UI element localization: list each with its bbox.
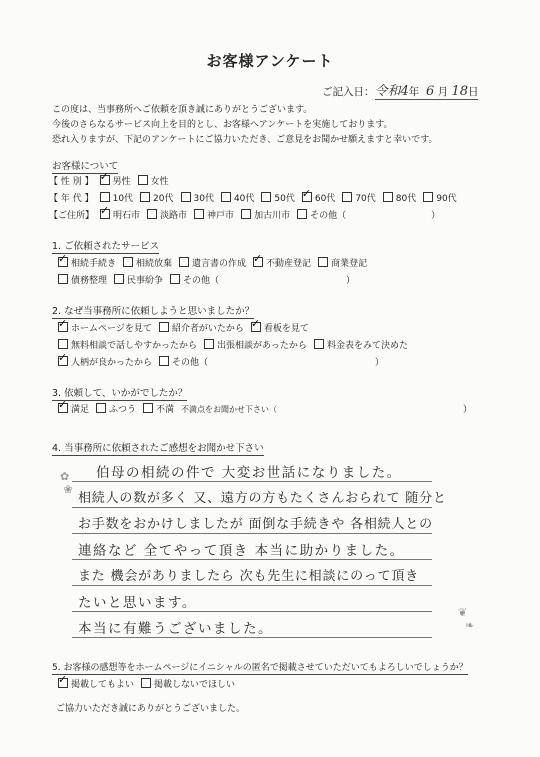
checkbox-icon[interactable] bbox=[58, 274, 68, 284]
option-label: 掲載しないでほしい bbox=[154, 680, 236, 690]
option-label: 看板を見て bbox=[263, 324, 309, 334]
q1-options-2 bbox=[58, 276, 226, 286]
intro-line: 今後のさらなるサービス向上を目的とし、お客様へアンケートを実施しております。 bbox=[52, 120, 393, 130]
option-label: ふつう bbox=[109, 405, 137, 415]
checkbox-icon[interactable] bbox=[297, 209, 307, 219]
option-label: その他（ bbox=[310, 211, 347, 221]
option-item[interactable] bbox=[140, 191, 173, 204]
residence-row bbox=[49, 208, 440, 221]
option-label: ホームページを見て bbox=[71, 324, 152, 334]
gender-options bbox=[100, 177, 176, 187]
checkbox-icon[interactable] bbox=[159, 356, 169, 366]
q3-note: 不満点をお聞かせ下さい（ bbox=[181, 405, 278, 414]
option-item[interactable] bbox=[58, 273, 107, 286]
checkbox-icon[interactable] bbox=[159, 322, 169, 332]
checked-checkbox-icon[interactable] bbox=[253, 257, 263, 267]
option-item[interactable] bbox=[100, 191, 133, 204]
option-label: 不動産登記 bbox=[266, 259, 312, 269]
date-label: ご記入日： bbox=[322, 86, 375, 98]
option-item[interactable] bbox=[181, 191, 214, 204]
option-label: 30代 bbox=[193, 194, 214, 204]
q2-close: ） bbox=[375, 358, 385, 368]
flower-doodle-icon: ✿ ❀ bbox=[60, 470, 73, 496]
option-item[interactable] bbox=[96, 402, 136, 415]
option-label: 70代 bbox=[355, 194, 376, 204]
q3-heading: 3. 依頼して、いかがでしたか？ bbox=[52, 385, 187, 401]
option-item[interactable] bbox=[138, 174, 169, 187]
checkbox-icon[interactable] bbox=[96, 403, 106, 413]
checkbox-icon[interactable] bbox=[423, 192, 433, 202]
checkbox-icon[interactable] bbox=[179, 257, 189, 267]
option-item[interactable] bbox=[194, 208, 234, 221]
q1-close: ） bbox=[346, 276, 356, 286]
date-day: 18 bbox=[451, 84, 468, 99]
option-item[interactable] bbox=[147, 208, 187, 221]
checked-checkbox-icon[interactable] bbox=[302, 192, 312, 202]
option-label: 加古川市 bbox=[254, 211, 291, 221]
gender-row bbox=[49, 174, 176, 187]
option-item[interactable] bbox=[342, 191, 375, 204]
checkbox-icon[interactable] bbox=[138, 175, 148, 185]
option-label: 神戸市 bbox=[207, 211, 235, 221]
entry-date bbox=[322, 80, 478, 100]
comment-line-4: 連絡など 全てやって頂き 本当に助かりました。 bbox=[78, 543, 405, 559]
q3-options bbox=[58, 405, 181, 415]
option-label: 満足 bbox=[71, 405, 90, 415]
option-label: 紹介者がいたから bbox=[171, 324, 244, 334]
option-label: 10代 bbox=[112, 194, 134, 204]
option-label: 明石市 bbox=[113, 211, 141, 221]
comment-line-2: 相続人の数が多く 又、遠方の方もたくさんおられて 随分と bbox=[78, 491, 447, 506]
residence-options bbox=[100, 211, 353, 221]
option-item[interactable] bbox=[58, 677, 134, 690]
option-item[interactable] bbox=[423, 191, 456, 204]
comment-line-5: また 機会がありましたら 次も先生に相談にのって頂き bbox=[78, 569, 419, 584]
option-item[interactable] bbox=[159, 355, 208, 368]
q2-row-2 bbox=[58, 338, 415, 351]
checkbox-icon[interactable] bbox=[204, 339, 214, 349]
option-item[interactable] bbox=[141, 677, 235, 690]
option-label: その他（ bbox=[183, 276, 220, 286]
option-label: 出張相談があったから bbox=[217, 341, 307, 351]
q5-options bbox=[58, 680, 242, 690]
option-item[interactable] bbox=[302, 191, 335, 204]
option-label: 不満 bbox=[156, 405, 175, 415]
option-label: その他（ bbox=[172, 358, 209, 368]
q2-row-3 bbox=[58, 355, 384, 368]
q2-options-3 bbox=[58, 358, 215, 368]
q3-row bbox=[58, 402, 472, 415]
option-item[interactable] bbox=[100, 208, 140, 221]
date-year-suffix: 年 bbox=[408, 86, 420, 98]
option-label: 90代 bbox=[436, 194, 457, 204]
checkbox-icon[interactable] bbox=[342, 192, 352, 202]
option-item[interactable] bbox=[58, 256, 116, 269]
option-label: 40代 bbox=[233, 194, 255, 204]
closing-text: ご協力いただき誠にありがとうございました。 bbox=[56, 704, 246, 714]
q1-heading: 1. ご依頼されたサービス bbox=[52, 238, 159, 254]
option-item[interactable] bbox=[314, 338, 408, 351]
age-options bbox=[100, 194, 464, 204]
checked-checkbox-icon[interactable] bbox=[58, 322, 68, 332]
option-label: 掲載してもよい bbox=[71, 680, 135, 690]
option-label: 債務整理 bbox=[71, 276, 108, 286]
option-label: 相続手続き bbox=[71, 259, 117, 269]
page-title: お客様アンケート bbox=[206, 52, 334, 70]
option-item[interactable] bbox=[58, 338, 197, 351]
option-label: 無料相談で話しやすかったから bbox=[71, 341, 198, 351]
q2-heading: 2. なぜ当事務所に依頼しようと思いましたか？ bbox=[52, 303, 254, 319]
comment-line-6: たいと思います。 bbox=[78, 595, 197, 611]
q2-row-1 bbox=[58, 321, 316, 334]
age-row bbox=[49, 191, 464, 204]
checkbox-icon[interactable] bbox=[58, 339, 68, 349]
checkbox-icon[interactable] bbox=[383, 192, 393, 202]
option-item[interactable] bbox=[253, 256, 311, 269]
comment-line-3: お手数をおかけしましたが 面倒な手続きや 各相続人との bbox=[78, 517, 433, 532]
comment-line-1: 伯母の相続の件で 大変お世話になりました。 bbox=[96, 465, 402, 481]
checked-checkbox-icon[interactable] bbox=[100, 175, 110, 185]
checkbox-icon[interactable] bbox=[194, 209, 204, 219]
option-label: 相続放棄 bbox=[136, 259, 173, 269]
date-day-suffix: 日 bbox=[467, 86, 479, 98]
option-label: 人柄が良かったから bbox=[71, 358, 153, 368]
option-label: 遺言書の作成 bbox=[192, 259, 247, 269]
leaf-doodle-icon: ❦ ❧ bbox=[458, 606, 475, 632]
checkbox-icon[interactable] bbox=[147, 209, 157, 219]
q1-row-2 bbox=[58, 273, 355, 286]
date-month-suffix: 月 bbox=[437, 86, 449, 98]
option-item[interactable] bbox=[123, 256, 172, 269]
option-item[interactable] bbox=[58, 321, 152, 334]
q1-row-1 bbox=[58, 256, 374, 269]
comment-line-7: 本当に有難うございました。 bbox=[78, 621, 273, 637]
q2-options-2 bbox=[58, 341, 415, 351]
checked-checkbox-icon[interactable] bbox=[58, 257, 68, 267]
checkbox-icon[interactable] bbox=[314, 339, 324, 349]
option-item[interactable] bbox=[100, 174, 131, 187]
intro-line: この度は、当事務所へご依頼を頂き誠にありがとうございます。 bbox=[52, 105, 313, 115]
option-item[interactable] bbox=[170, 273, 219, 286]
checked-checkbox-icon[interactable] bbox=[251, 322, 261, 332]
option-item[interactable] bbox=[251, 321, 309, 334]
intro-text bbox=[52, 103, 437, 148]
checked-checkbox-icon[interactable] bbox=[58, 678, 68, 688]
option-item[interactable] bbox=[261, 191, 294, 204]
option-item[interactable] bbox=[58, 402, 89, 415]
option-item[interactable] bbox=[204, 338, 307, 351]
customer-heading: お客様について bbox=[52, 158, 118, 174]
option-item[interactable] bbox=[241, 208, 290, 221]
q5-row bbox=[58, 677, 242, 690]
checkbox-icon[interactable] bbox=[221, 192, 231, 202]
option-item[interactable] bbox=[114, 273, 163, 286]
checkbox-icon[interactable] bbox=[261, 192, 271, 202]
option-item[interactable] bbox=[383, 191, 416, 204]
q3-close: ） bbox=[463, 405, 473, 415]
option-item[interactable] bbox=[159, 321, 244, 334]
checkbox-icon[interactable] bbox=[318, 257, 328, 267]
checkbox-icon[interactable] bbox=[241, 209, 251, 219]
checkbox-icon[interactable] bbox=[181, 192, 191, 202]
checkbox-icon[interactable] bbox=[143, 403, 153, 413]
option-label: 淡路市 bbox=[160, 211, 188, 221]
option-label: 50代 bbox=[274, 194, 295, 204]
q2-options-1 bbox=[58, 324, 316, 334]
option-item[interactable] bbox=[58, 355, 152, 368]
checkbox-icon[interactable] bbox=[114, 274, 124, 284]
q1-options-1 bbox=[58, 259, 374, 269]
residence-close: ） bbox=[431, 211, 441, 221]
checked-checkbox-icon[interactable] bbox=[100, 209, 110, 219]
option-item[interactable] bbox=[221, 191, 254, 204]
checkbox-icon[interactable] bbox=[123, 257, 133, 267]
age-label: 【 年 代 】 bbox=[49, 194, 94, 204]
date-month: 6 bbox=[425, 84, 435, 99]
checkbox-icon[interactable] bbox=[140, 192, 150, 202]
option-label: 商業登記 bbox=[331, 259, 368, 269]
checkbox-icon[interactable] bbox=[170, 274, 180, 284]
option-label: 20代 bbox=[153, 194, 174, 204]
checked-checkbox-icon[interactable] bbox=[58, 403, 68, 413]
option-label: 料金表をみて決めた bbox=[326, 341, 408, 351]
intro-line: 恐れ入りますが、下記のアンケートにご協力いただき、ご意見をお聞かせ願えますと幸いです。 bbox=[52, 135, 438, 145]
option-item[interactable] bbox=[318, 256, 367, 269]
gender-label: 【 性 別 】 bbox=[49, 177, 94, 187]
option-label: 80代 bbox=[395, 194, 417, 204]
q4-heading: 4. 当事務所に依頼されたご感想をお聞かせ下さい bbox=[52, 440, 264, 456]
checkbox-icon[interactable] bbox=[141, 678, 151, 688]
checked-checkbox-icon[interactable] bbox=[58, 356, 68, 366]
option-label: 女性 bbox=[150, 177, 169, 187]
date-era: 令和4 bbox=[374, 84, 409, 99]
option-label: 男性 bbox=[112, 177, 131, 187]
checkbox-icon[interactable] bbox=[100, 192, 110, 202]
option-item[interactable] bbox=[297, 208, 346, 221]
option-item[interactable] bbox=[179, 256, 246, 269]
option-item[interactable] bbox=[143, 402, 174, 415]
option-label: 60代 bbox=[314, 194, 336, 204]
residence-label: 【ご住所】 bbox=[49, 211, 95, 221]
option-label: 民事紛争 bbox=[127, 276, 164, 286]
q5-heading: 5. お客様の感想等をホームページにイニシャルの匿名で掲載させていただいてもよろしいでしょうか？ bbox=[52, 660, 468, 675]
